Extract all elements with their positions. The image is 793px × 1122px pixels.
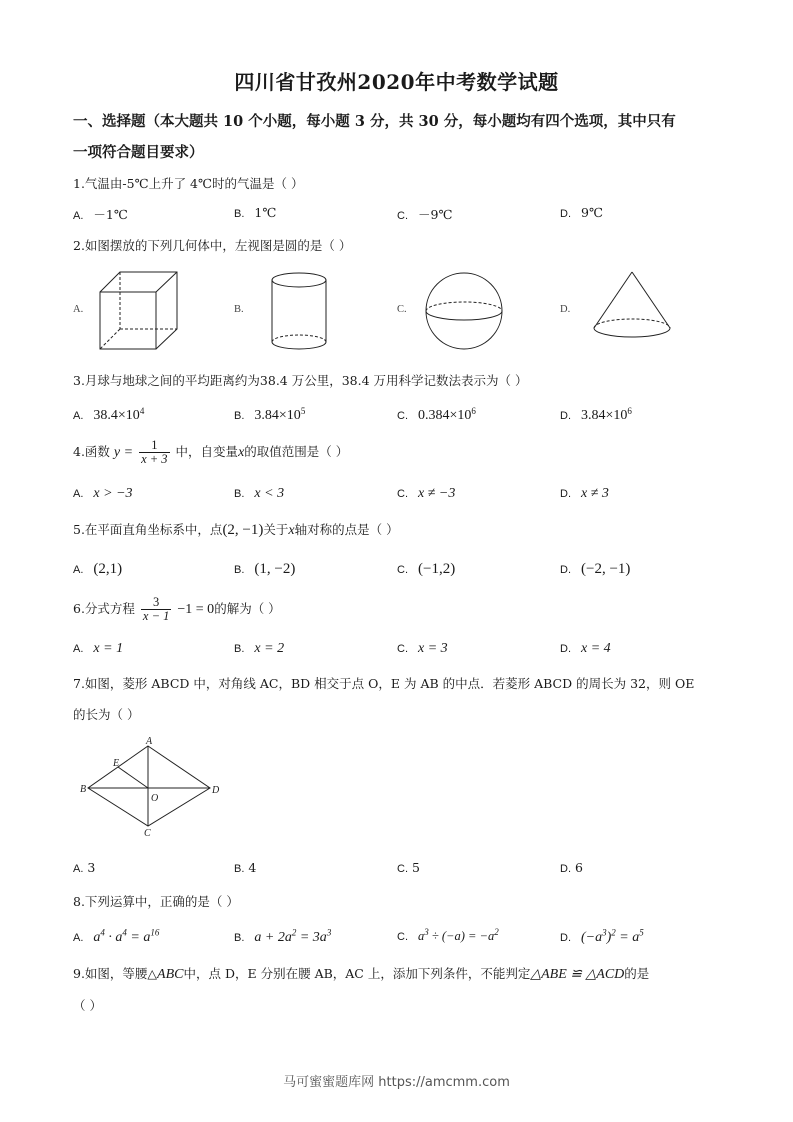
question-1-option-d[interactable]: D. 9℃: [560, 205, 603, 220]
page-title: 四川省甘孜州2020年中考数学试题: [234, 70, 559, 94]
rhombus-outline: [88, 746, 210, 826]
question-7-option-b[interactable]: B. 4: [234, 860, 257, 875]
question-1-option-c[interactable]: C. －9℃: [397, 207, 453, 222]
q6-fraction: $\frac{3}{x - 1}$: [142, 595, 170, 623]
question-6-option-c[interactable]: C. x = 3: [397, 641, 448, 656]
question-8-stem: 8.下列运算中，正确的是（ ）: [73, 894, 239, 909]
q4-formula-lhs: y =: [113, 445, 134, 460]
question-5-option-c[interactable]: C. (−1,2): [397, 561, 456, 577]
page-footer: 马可蜜蜜题库网 https://amcmm.com: [283, 1075, 510, 1090]
figure-b-label: B.: [234, 304, 244, 315]
point-label-e: E: [113, 758, 120, 769]
cylinder-icon[interactable]: [270, 272, 328, 352]
question-8-option-b[interactable]: B. $a + 2a^2 = 3a^3$: [234, 927, 332, 945]
question-4-option-a[interactable]: A. x > −3: [73, 486, 133, 501]
question-8-option-c[interactable]: C. $a^3 \div (-a) = -a^2$: [397, 927, 499, 944]
question-7-option-a[interactable]: A. 3: [73, 860, 96, 875]
q4-fraction: $\frac{1}{x + 3}$: [141, 438, 168, 466]
question-3-option-d[interactable]: D. $3.84\times 10^6$: [560, 406, 632, 424]
question-9-stem-line2: （ ）: [73, 998, 102, 1013]
question-3-stem: 3.月球与地球之间的平均距离约为38.4 万公里，38.4 万用科学记数法表示为（ ）: [73, 373, 528, 388]
question-6-option-a[interactable]: A. x = 1: [73, 641, 124, 656]
point-label-a: A: [146, 736, 153, 747]
figure-c-label: C.: [397, 304, 407, 315]
question-6-option-d[interactable]: D. x = 4: [560, 641, 611, 656]
question-4-option-c[interactable]: C. x ≠ −3: [397, 486, 456, 501]
question-8-option-a[interactable]: A. $a^4 \cdot a^4 = a^{16}$: [73, 927, 160, 945]
question-3-option-a[interactable]: A. $38.4\times 10^4$: [73, 406, 145, 424]
question-6-stem: 6.分式方程 $\frac{3}{x - 1}$ −1 = 0的解为（ ）: [73, 595, 281, 623]
question-5-option-b[interactable]: B. (1, −2): [234, 561, 296, 577]
figure-a-label: A.: [73, 304, 84, 315]
question-7-option-c[interactable]: C. 5: [397, 860, 420, 875]
cube-icon[interactable]: [98, 270, 180, 352]
question-3-option-c[interactable]: C. $0.384\times 10^6$: [397, 406, 476, 424]
point-label-c: C: [144, 828, 151, 839]
question-1-option-b[interactable]: B. 1℃: [234, 205, 277, 220]
point-label-o: O: [151, 793, 159, 804]
point-label-d: D: [212, 785, 220, 796]
question-5-option-a[interactable]: A. (2,1): [73, 561, 123, 577]
question-7-stem-line2: 的长为（ ）: [73, 707, 140, 722]
question-5-option-d[interactable]: D. (−2, −1): [560, 561, 631, 577]
rhombus-figure: [80, 738, 225, 838]
section-heading-line2: 一项符合题目要求）: [73, 144, 204, 161]
section-heading-line1: 一、选择题（本大题共 10 个小题，每小题 3 分，共 30 分，每小题均有四个选项，其中只有: [73, 113, 676, 130]
question-4-option-d[interactable]: D. x ≠ 3: [560, 486, 609, 501]
question-8-option-d[interactable]: D. $(-a^3)^2 = a^5$: [560, 927, 644, 945]
question-3-option-b[interactable]: B. $3.84\times 10^5$: [234, 406, 306, 424]
cone-icon[interactable]: [592, 270, 672, 354]
segment-oe: [118, 767, 148, 788]
question-5-stem: 5.在平面直角坐标系中，点(2, −1)关于x轴对称的点是（ ）: [73, 522, 399, 538]
question-9-stem-line1: 9.如图，等腰△ABC中，点 D，E 分别在腰 AB，AC 上，添加下列条件，不能判定△ABE ≌ △ACD的是: [73, 966, 650, 982]
question-7-stem-line1: 7.如图，菱形 ABCD 中，对角线 AC，BD 相交于点 O，E 为 AB 的中点．若菱形 ABCD 的周长为 32，则 OE: [73, 676, 695, 691]
figure-d-label: D.: [560, 304, 571, 315]
question-6-option-b[interactable]: B. x = 2: [234, 641, 285, 656]
question-7-option-d[interactable]: D. 6: [560, 860, 583, 875]
point-label-b: B: [80, 784, 87, 795]
sphere-icon[interactable]: [424, 272, 504, 352]
question-1-option-a[interactable]: A. －1℃: [73, 207, 128, 222]
question-2-stem: 2.如图摆放的下列几何体中，左视图是圆的是（ ）: [73, 238, 352, 253]
question-1-stem: 1.气温由-5℃上升了 4℃时的气温是（ ）: [73, 176, 304, 191]
question-4-stem: 4.函数 y = $\frac{1}{x + 3}$ 中，自变量x的取值范围是（ ）: [73, 438, 349, 466]
question-4-option-b[interactable]: B. x < 3: [234, 486, 285, 501]
